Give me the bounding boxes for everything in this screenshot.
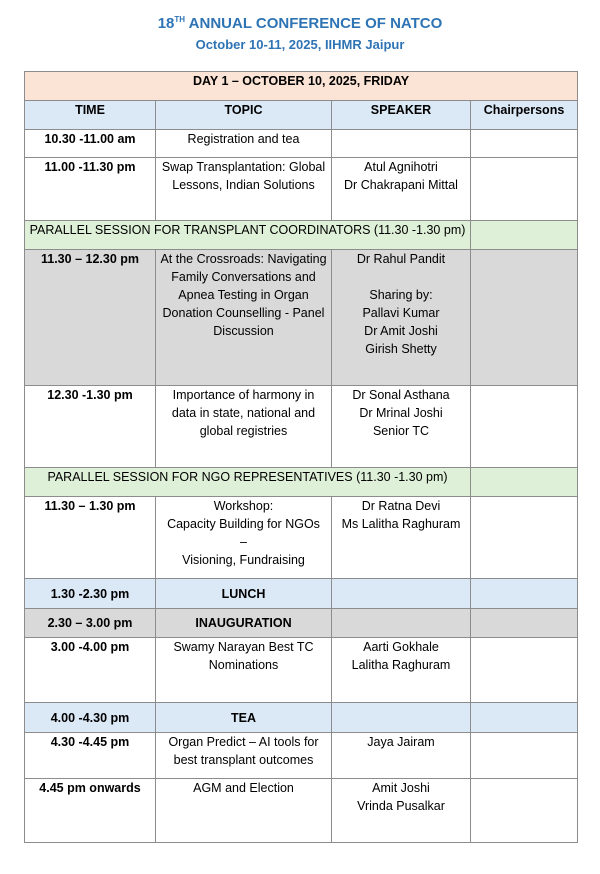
agenda-table: [24, 71, 578, 843]
speaker-name: Dr Rahul Pandit: [356, 252, 446, 266]
day-label: DAY 1 – OCTOBER 10, 2025, FRIDAY: [25, 72, 578, 101]
time-cell: 12.30 -1.30 pm: [25, 386, 156, 468]
topic-cell: LUNCH: [156, 579, 332, 609]
chairpersons-cell: [471, 703, 578, 733]
speaker-cell: [332, 130, 471, 158]
speaker-name: Jaya Jairam: [367, 735, 435, 749]
topic-line: –: [240, 535, 247, 549]
speaker-name: Pallavi Kumar: [362, 306, 440, 320]
time-cell: 11.30 – 12.30 pm: [25, 250, 156, 386]
speaker-cell: [332, 497, 471, 579]
column-header-topic: TOPIC: [156, 101, 332, 130]
speaker-cell: [332, 579, 471, 609]
topic-cell: At the Crossroads: Navigating Family Conversations and Apnea Testing in Organ Donation Counselling - Panel Discussion: [156, 250, 332, 386]
speaker-name: Dr Chakrapani Mittal: [344, 178, 458, 192]
topic-line: Capacity Building for NGOs: [167, 517, 320, 531]
speaker-cell: [332, 638, 471, 703]
time-cell: 4.30 -4.45 pm: [25, 733, 156, 779]
conference-subtitle: October 10-11, 2025, IIHMR Jaipur: [195, 37, 405, 52]
topic-cell: Importance of harmony in data in state, national and global registries: [156, 386, 332, 468]
table-row: [25, 386, 578, 468]
speaker-cell: [332, 733, 471, 779]
speaker-name: Ms Lalitha Raghuram: [341, 517, 461, 531]
title-ordinal-suffix: TH: [174, 15, 186, 24]
speaker-name: Girish Shetty: [365, 342, 437, 356]
chairpersons-cell: [471, 221, 578, 250]
header-row: [25, 101, 578, 130]
topic-cell: Swap Transplantation: Global Lessons, Indian Solutions: [156, 158, 332, 221]
topic-line: Visioning, Fundraising: [182, 553, 305, 567]
chairpersons-cell: [471, 386, 578, 468]
chairpersons-cell: [471, 130, 578, 158]
table-row: [25, 497, 578, 579]
chairpersons-cell: [471, 250, 578, 386]
chairpersons-cell: [471, 779, 578, 843]
time-cell: 10.30 -11.00 am: [25, 130, 156, 158]
speaker-cell: [332, 703, 471, 733]
table-row: [25, 733, 578, 779]
chairpersons-cell: [471, 609, 578, 638]
column-header-speaker: SPEAKER: [332, 101, 471, 130]
conference-title: [0, 15, 600, 32]
break-row: [25, 609, 578, 638]
topic-cell: Swamy Narayan Best TC Nominations: [156, 638, 332, 703]
table-row: [25, 638, 578, 703]
spacer: [336, 268, 466, 286]
speaker-cell: [332, 158, 471, 221]
speaker-name: Dr Sonal Asthana: [352, 388, 450, 402]
time-cell: 11.00 -11.30 pm: [25, 158, 156, 221]
time-cell: 4.00 -4.30 pm: [25, 703, 156, 733]
time-cell: 2.30 – 3.00 pm: [25, 609, 156, 638]
speaker-name: Vrinda Pusalkar: [357, 799, 445, 813]
speaker-name: Lalitha Raghuram: [351, 658, 451, 672]
chairpersons-cell: [471, 468, 578, 497]
speaker-cell: [332, 779, 471, 843]
time-cell: 11.30 – 1.30 pm: [25, 497, 156, 579]
chairpersons-cell: [471, 579, 578, 609]
day-row: [25, 72, 578, 101]
time-cell: 4.45 pm onwards: [25, 779, 156, 843]
parallel-session-row: [25, 468, 578, 497]
table-row: [25, 158, 578, 221]
speaker-name: Dr Amit Joshi: [364, 324, 438, 338]
speaker-cell: [332, 250, 471, 386]
chairpersons-cell: [471, 497, 578, 579]
break-row: [25, 579, 578, 609]
speaker-name: Aarti Gokhale: [363, 640, 439, 654]
chairpersons-cell: [471, 158, 578, 221]
parallel-session-row: [25, 221, 578, 250]
break-row: [25, 703, 578, 733]
table-row: [25, 779, 578, 843]
topic-cell: AGM and Election: [156, 779, 332, 843]
speaker-name: Dr Mrinal Joshi: [359, 406, 443, 420]
speaker-name: Atul Agnihotri: [364, 160, 438, 174]
speaker-name: Amit Joshi: [372, 781, 430, 795]
topic-cell: Organ Predict – AI tools for best transplant outcomes: [156, 733, 332, 779]
column-header-chairpersons: Chairpersons: [471, 101, 578, 130]
title-text: ANNUAL CONFERENCE OF NATCO: [185, 15, 443, 32]
time-cell: 3.00 -4.00 pm: [25, 638, 156, 703]
topic-cell: Registration and tea: [156, 130, 332, 158]
parallel-session-label: PARALLEL SESSION FOR TRANSPLANT COORDINATORS (11.30 -1.30 pm): [25, 221, 471, 250]
chairpersons-cell: [471, 638, 578, 703]
time-cell: 1.30 -2.30 pm: [25, 579, 156, 609]
topic-cell: [156, 497, 332, 579]
column-header-time: TIME: [25, 101, 156, 130]
chairpersons-cell: [471, 733, 578, 779]
speaker-cell: [332, 609, 471, 638]
speaker-cell: [332, 386, 471, 468]
title-number: 18: [157, 15, 175, 32]
topic-line: Workshop:: [213, 499, 274, 513]
speaker-name: Dr Ratna Devi: [361, 499, 441, 513]
table-row: [25, 130, 578, 158]
topic-cell: INAUGURATION: [156, 609, 332, 638]
topic-cell: TEA: [156, 703, 332, 733]
parallel-session-label: PARALLEL SESSION FOR NGO REPRESENTATIVES (11.30 -1.30 pm): [25, 468, 471, 497]
sharing-label: Sharing by:: [369, 288, 433, 302]
speaker-name: Senior TC: [372, 424, 430, 438]
table-row: [25, 250, 578, 386]
